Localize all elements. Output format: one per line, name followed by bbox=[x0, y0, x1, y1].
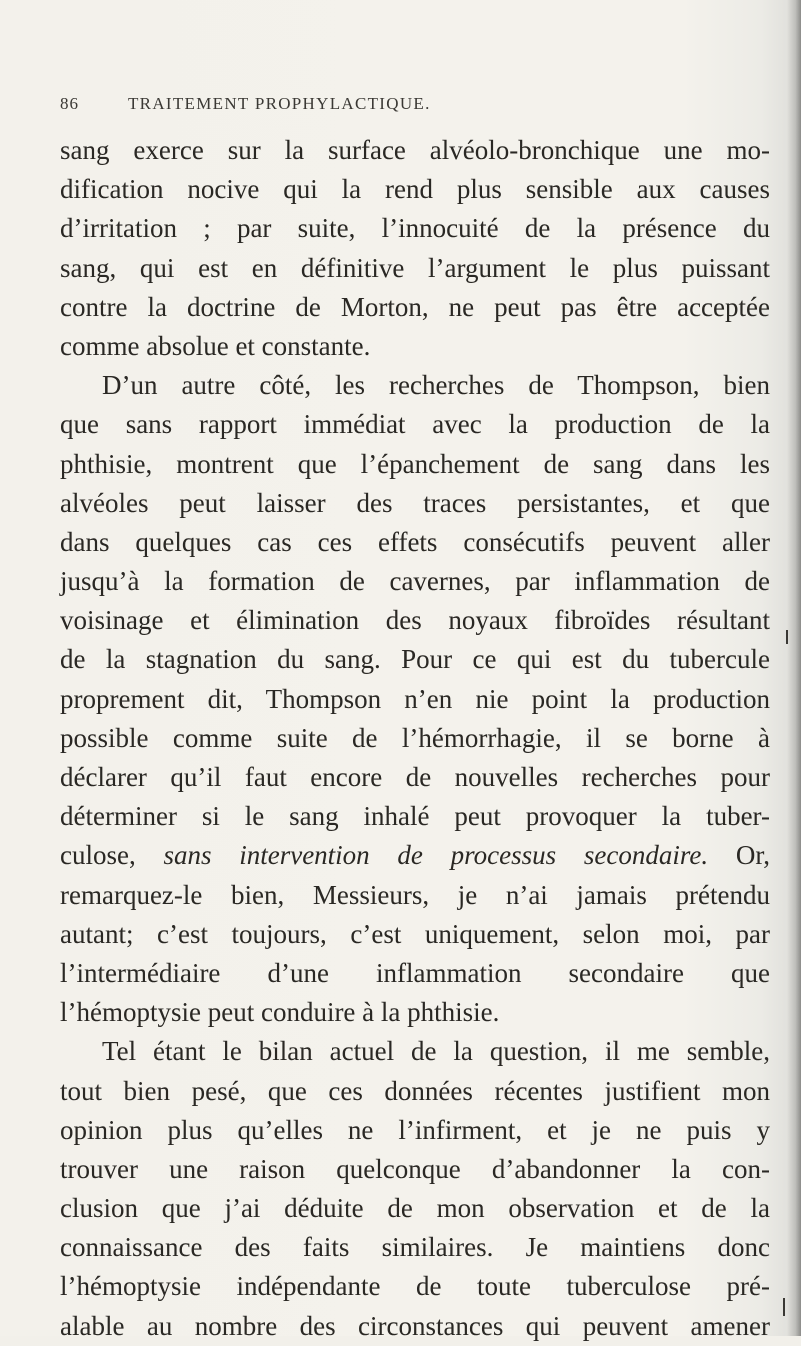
body-text bbox=[60, 131, 770, 1346]
text-line: clusion que j’ai déduite de mon observation et de la bbox=[60, 1193, 770, 1224]
text-line: déclarer qu’il faut encore de nouvelles recherches pour bbox=[60, 762, 770, 792]
text-line: alable au nombre des circonstances qui peuvent amener bbox=[60, 1310, 770, 1341]
text-line: proprement dit, Thompson n’en nie point la production bbox=[60, 683, 770, 714]
text-line: l’hémoptysie peut conduire à la phthisie. bbox=[60, 997, 500, 1028]
text-line: phthisie, montrent que l’épanchement de sang dans les bbox=[60, 448, 770, 479]
text-line: D’un autre côté, les recherches de Thompson, bien bbox=[102, 370, 770, 401]
binding-shadow bbox=[787, 0, 801, 1336]
running-title: TRAITEMENT PROPHYLACTIQUE. bbox=[128, 94, 431, 113]
text-line: voisinage et élimination des noyaux fibroïdes résultant bbox=[60, 605, 770, 636]
text-line: l’hémoptysie indépendante de toute tuberculose pré- bbox=[60, 1271, 770, 1302]
text-line: tout bien pesé, que ces données récentes justifient mon bbox=[60, 1075, 770, 1106]
text-line: l’intermédiaire d’une inflammation secondaire que bbox=[60, 957, 770, 988]
text-line: sang exerce sur la surface alvéolo-bronchique une mo- bbox=[60, 135, 770, 165]
text-line: jusqu’à la formation de cavernes, par inflammation de bbox=[60, 566, 770, 597]
page-number: 86 bbox=[60, 94, 79, 113]
text-line: autant; c’est toujours, c’est uniquement, selon moi, par bbox=[60, 918, 770, 949]
line-fragment: culose, bbox=[60, 840, 164, 871]
text-line: déterminer si le sang inhalé peut provoquer la tuber- bbox=[60, 801, 770, 832]
text-line: connaissance des faits similaires. Je maintiens donc bbox=[60, 1232, 770, 1263]
text-line: opinion plus qu’elles ne l’infirment, et je ne puis y bbox=[60, 1114, 770, 1145]
text-line: comme absolue et constante. bbox=[60, 330, 371, 361]
text-line: Tel étant le bilan actuel de la question, il me semble, bbox=[102, 1036, 770, 1067]
margin-mark bbox=[786, 630, 788, 644]
margin-mark bbox=[783, 1298, 785, 1316]
text-line: remarquez-le bien, Messieurs, je n’ai jamais prétendu bbox=[60, 879, 770, 910]
text-line: trouver une raison quelconque d’abandonner la con- bbox=[60, 1153, 770, 1184]
text-line: que sans rapport immédiat avec la production de la bbox=[60, 409, 770, 440]
text-line: contre la doctrine de Morton, ne peut pas être acceptée bbox=[60, 291, 770, 322]
text-line: de la stagnation du sang. Pour ce qui est du tubercule bbox=[60, 644, 770, 675]
text-line: sang, qui est en définitive l’argument le plus puissant bbox=[60, 252, 770, 283]
page-header bbox=[60, 94, 760, 124]
line-fragment: Or, bbox=[708, 840, 770, 871]
text-line: possible comme suite de l’hémorrhagie, il se borne à bbox=[60, 722, 770, 753]
text-line: d’irritation ; par suite, l’innocuité de la présence du bbox=[60, 213, 770, 244]
text-line: dans quelques cas ces effets consécutifs peuvent aller bbox=[60, 526, 770, 557]
italic-phrase: sans intervention de processus secondaire. bbox=[163, 840, 709, 871]
text-line-with-italic bbox=[60, 836, 770, 875]
text-line: dification nocive qui la rend plus sensible aux causes bbox=[60, 174, 770, 205]
text-line: alvéoles peut laisser des traces persistantes, et que bbox=[60, 487, 770, 518]
